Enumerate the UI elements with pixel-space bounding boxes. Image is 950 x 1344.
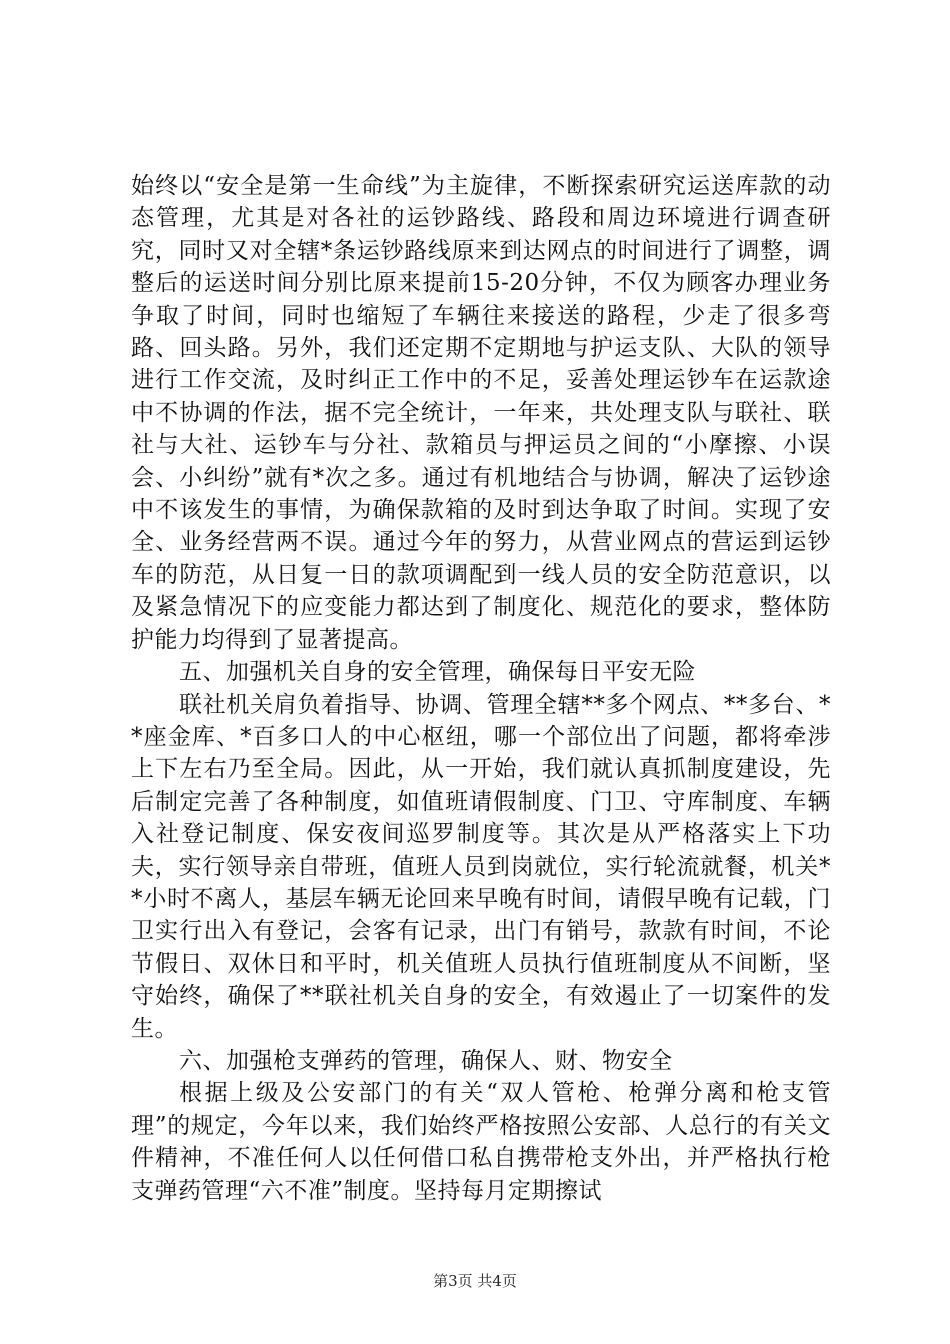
paragraph-continuation: 始终以“安全是第一生命线”为主旋律，不断探索研究运送库款的动态管理，尤其是对各社的运钞路线、路段和周边环境进行调查研究，同时又对全辖*条运钞路线原来到达网点的时间进行了调整，调整后的运送时间分别比原来提前15-20分钟，不仅为顾客办理业务争取了时间，同时也缩短了车辆往来接送的路程，少走了很多弯路、回头路。另外，我们还定期不定期地与护运支队、大队的领导进行工作交流，及时纠正工作中的不足，妥善处理运钞车在运款途中不协调的作法，据不完全统计，一年来，共处理支队与联社、联社与大社、运钞车与分社、款箱员与押运员之间的“小摩擦、小误会、小纠纷”就有*次之多。通过有机地结合与协调，解决了运钞途中不该发生的事情，为确保款箱的及时到达争取了时间。实现了安全、业务经营两不误。通过今年的努力，从营业网点的营运到运钞车的防范，从日复一日的款项调配到一线人员的安全防范意识，以及紧急情况下的应变能力都达到了制度化、规范化的要求，整体防护能力均得到了显著提高。 [131, 173, 831, 653]
section-heading-6: 六、加强枪支弹药的管理，确保人、财、物安全 [179, 1047, 673, 1074]
paragraph-section-6: 根据上级及公安部门的有关“双人管枪、枪弹分离和枪支管理”的规定，今年以来，我们始终严格按照公安部、人总行的有关文件精神，不准任何人以任何借口私自携带枪支外出，并严格执行枪支弹药管理“六不准”制度。坚持每月定期擦试 [131, 1080, 831, 1204]
page-footer: 第3页 共4页 [433, 1272, 517, 1290]
paragraph-section-5: 联社机关肩负着指导、协调、管理全辖**多个网点、**多台、**座金库、*百多口人的中心枢纽，哪一个部位出了问题，都将牵涉上下左右乃至全局。因此，从一开始，我们就认真抓制度建设，先后制定完善了各种制度，如值班请假制度、门卫、守库制度、车辆入社登记制度、保安夜间巡罗制度等。其次是从严格落实上下功夫，实行领导亲自带班，值班人员到岗就位，实行轮流就餐，机关**小时不离人，基层车辆无论回来早晚有时间，请假早晚有记载，门卫实行出入有登记，会客有记录，出门有销号，款款有时间，不论节假日、双休日和平时，机关值班人员执行值班制度从不间断，坚守始终，确保了**联社机关自身的安全，有效遏止了一切案件的发生。 [131, 691, 831, 1042]
section-heading-5: 五、加强机关自身的安全管理，确保每日平安无险 [179, 659, 696, 686]
document-body [131, 170, 831, 1207]
